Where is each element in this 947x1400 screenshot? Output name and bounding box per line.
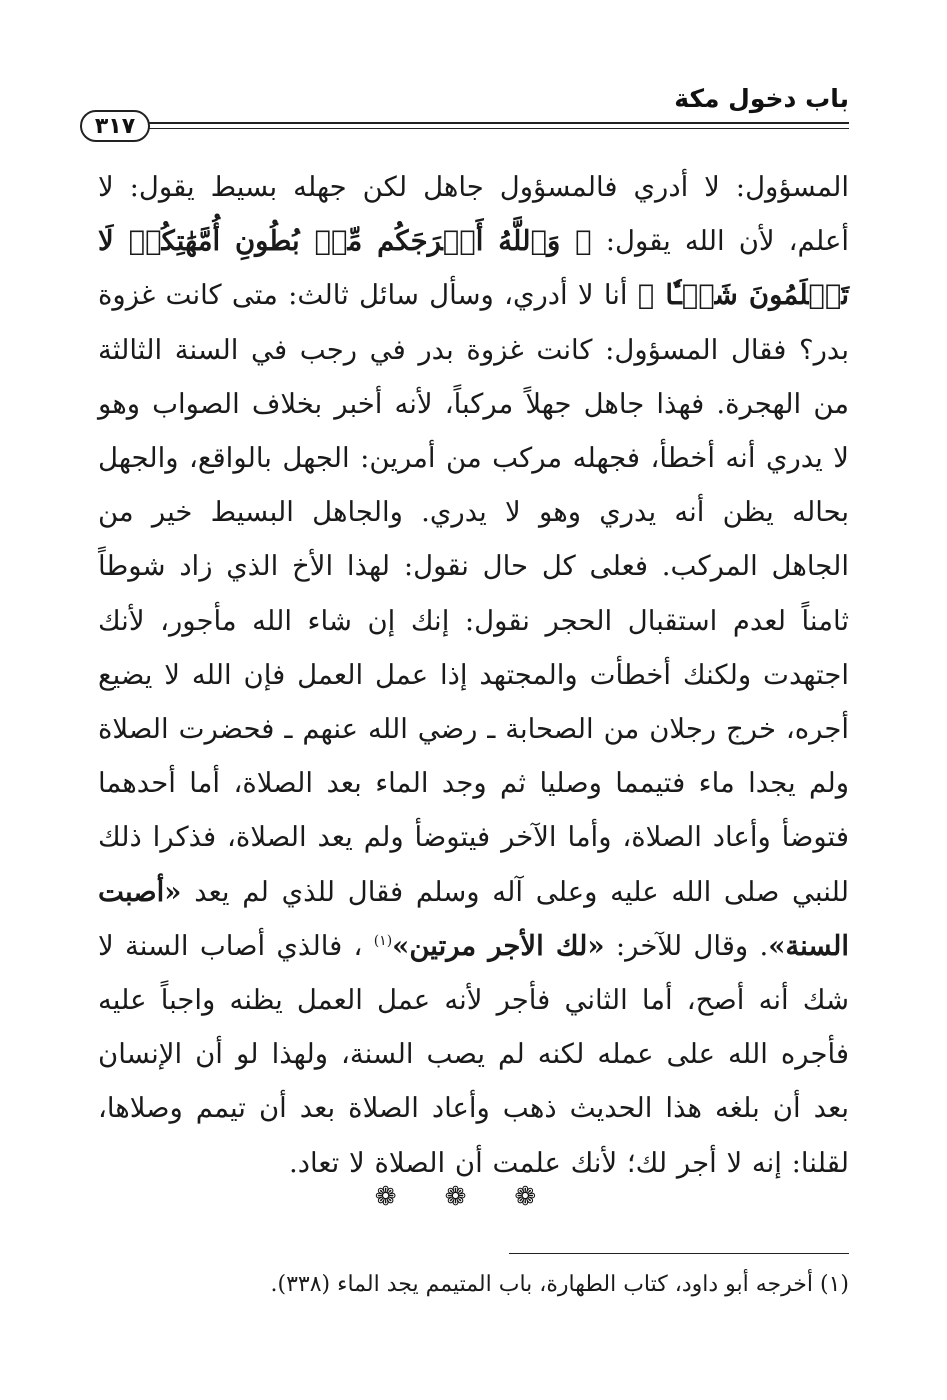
page-number: ٣١٧ xyxy=(80,110,150,142)
main-text xyxy=(98,160,849,1190)
quran-verse: ﴿ وَٱللَّهُ أَخۡرَجَكُم مِّنۢ بُطُونِ أُمَّهَٰتِكُمۡ لَا تَعۡلَمُونَ شَيۡـٔٗا ﴾ xyxy=(98,225,849,312)
hadith-quote-2: «لك الأجر مرتين» xyxy=(392,929,605,962)
paragraph-part-2: أنا لا أدري، وسأل سائل ثالث: متى كانت غزوة بدر؟ فقال المسؤول: كانت غزوة بدر في رجب في السنة الثالثة من الهجرة. فهذا جاهل جهلاً مركباً، لأنه أخبر بخلاف الصواب وهو لا يدري أنه أخطأ، فجهله مركب من أمرين: الجهل بالواقع، والجهل بحاله يظن أنه يدري وهو لا يدري. والجاهل البسيط خير من الجاهل المركب. فعلى كل حال نقول: لهذا الأخ الذي زاد شوطاً ثامناً لعدم استقبال الحجر نقول: إنك إن شاء الله مأجور، لأنك اجتهدت ولكنك أخطأت والمجتهد إذا عمل العمل فإن الله لا يضيع أجره، خرج رجلان من الصحابة ـ رضي الله عنهم ـ فحضرت الصلاة ولم يجدا ماء فتيمما وصليا ثم وجد الماء بعد الصلاة، أما أحدهما فتوضأ وأعاد الصلاة، وأما الآخر فيتوضأ ولم يعد الصلاة، فذكرا ذلك للنبي صلى الله عليه وعلى آله وسلم فقال للذي لم يعد xyxy=(98,279,850,908)
star-ornament-icon: ❁ xyxy=(374,1182,433,1212)
paragraph-part-1: المسؤول: لا أدري فالمسؤول جاهل لكن جهله بسيط يقول: لا أعلم، لأن الله يقول: xyxy=(98,171,849,258)
star-ornament-icon: ❁ xyxy=(444,1182,503,1212)
footnote-reference[interactable]: (١) xyxy=(373,932,393,949)
header-rule-secondary xyxy=(148,128,849,129)
paragraph-part-3: . وقال للآخر: xyxy=(615,929,769,962)
header-rule xyxy=(148,122,849,124)
hadith-quote-1: «أصبت السنة» xyxy=(98,875,849,962)
section-separator xyxy=(0,1182,947,1212)
footnote: (١) أخرجه أبو داود، كتاب الطهارة، باب المتيمم يجد الماء (٣٣٨). xyxy=(270,1272,849,1297)
paragraph-part-4: ، فالذي أصاب السنة لا شك أنه أصح، أما الثاني فأجر لأنه عمل العمل يظنه واجباً عليه فأجره الله على عمله لكنه لم يصب السنة، ولهذا لو أن الإنسان بعد أن بلغه هذا الحديث ذهب وأعاد الصلاة بعد أن تيمم وصلاها، لقلنا: إنه لا أجر لك؛ لأنك علمت أن الصلاة لا تعاد. xyxy=(98,929,849,1179)
chapter-title: باب دخول مكة xyxy=(674,84,849,113)
footnote-divider xyxy=(509,1253,849,1254)
star-ornament-icon: ❁ xyxy=(514,1182,573,1212)
